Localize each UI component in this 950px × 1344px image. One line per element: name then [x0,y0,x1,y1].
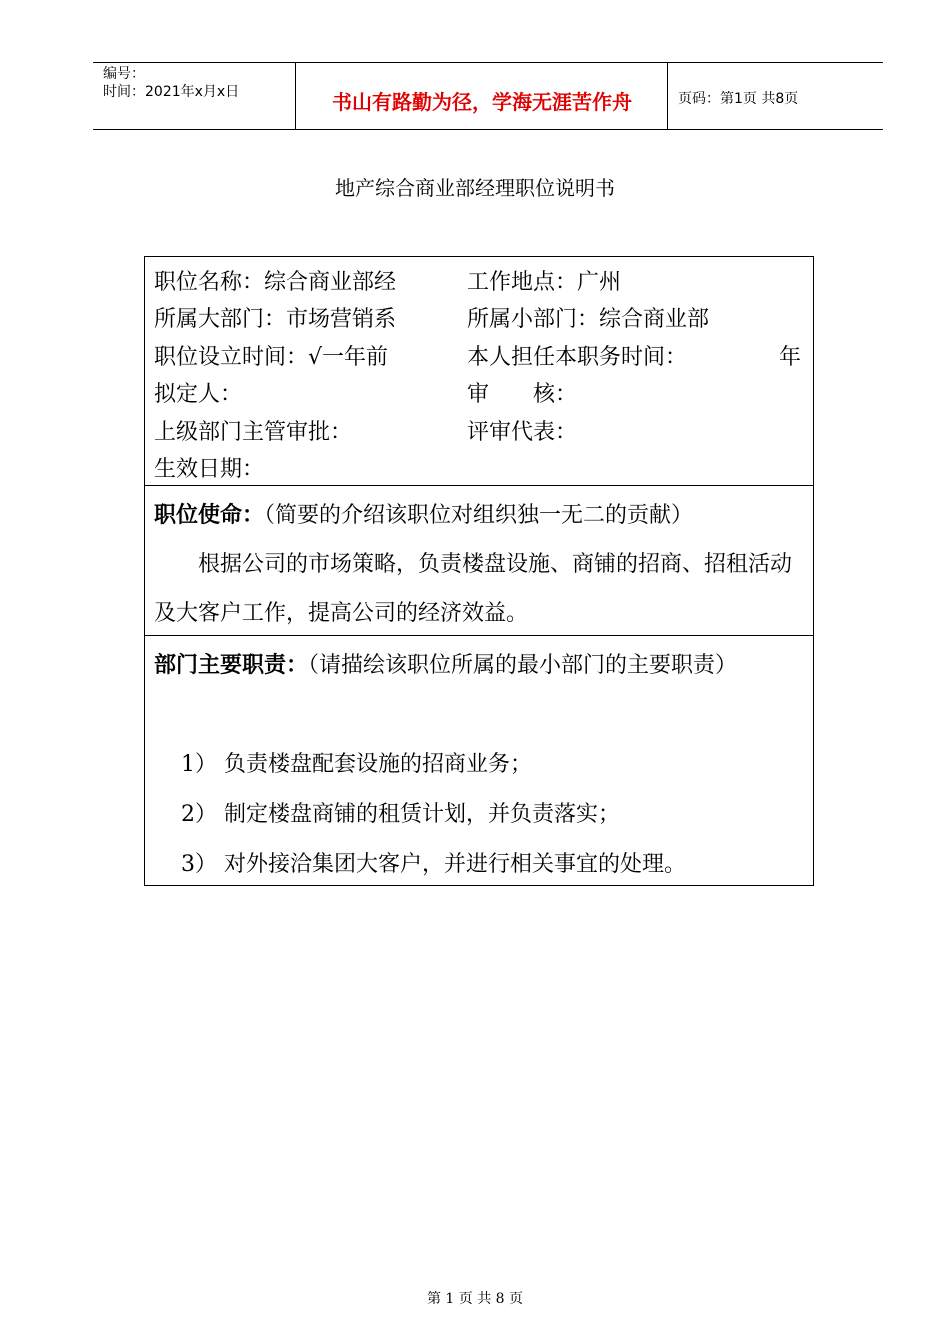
established-time: 职位设立时间：√一年前 [154,345,389,370]
duties-hint: （请描绘该职位所属的最小部门的主要职责） [308,653,738,678]
tenure-label: 本人担任本职务时间： [467,345,688,370]
reviewer-label: 审 核： [467,382,578,407]
mission-hint: （简要的介绍该职位对组织独一无二的贡献） [264,503,694,528]
header-top-rule [93,62,883,63]
drafter-label: 拟定人： [154,382,243,407]
department: 所属大部门：市场营销系 [154,307,397,332]
position-info-section [144,256,814,486]
approval-label: 上级部门主管审批： [154,420,353,445]
mission-text: 根据公司的市场策略，负责楼盘设施、商铺的招商、招租活动及大客户工作，提高公司的经济效益。 [154,552,793,626]
header-page-info: 页码：第1页 共8页 [678,91,799,107]
position-name: 职位名称：综合商业部经 [154,270,397,295]
header-bottom-rule [93,129,883,130]
doc-number-label: 编号： [103,66,145,82]
document-title: 地产综合商业部经理职位说明书 [335,176,615,200]
work-location: 工作地点：广州 [467,270,622,295]
duties-section [144,635,814,886]
page-footer: 第 1 页 共 8 页 [426,1291,524,1307]
duty-item-1: 1） 负责楼盘配套设施的招商业务； [181,752,532,777]
review-rep-label: 评审代表： [467,420,578,445]
duties-heading-line [154,641,806,690]
sub-department: 所属小部门：综合商业部 [467,307,710,332]
duty-item-2: 2） 制定楼盘商铺的租赁计划，并负责落实； [181,802,620,827]
header-motto: 书山有路勤为径，学海无涯苦作舟 [332,90,632,114]
duties-heading: 部门主要职责： [154,653,309,678]
tenure-unit: 年 [779,345,802,370]
header-meta [103,65,239,101]
doc-time-label: 时间：2021年x月x日 [103,84,240,100]
duty-item-3: 3） 对外接洽集团大客户，并进行相关事宜的处理。 [181,852,686,877]
mission-section [144,485,814,636]
mission-heading: 职位使命： [154,503,265,528]
effective-date-label: 生效日期： [154,457,265,482]
mission-heading-line [154,498,693,529]
